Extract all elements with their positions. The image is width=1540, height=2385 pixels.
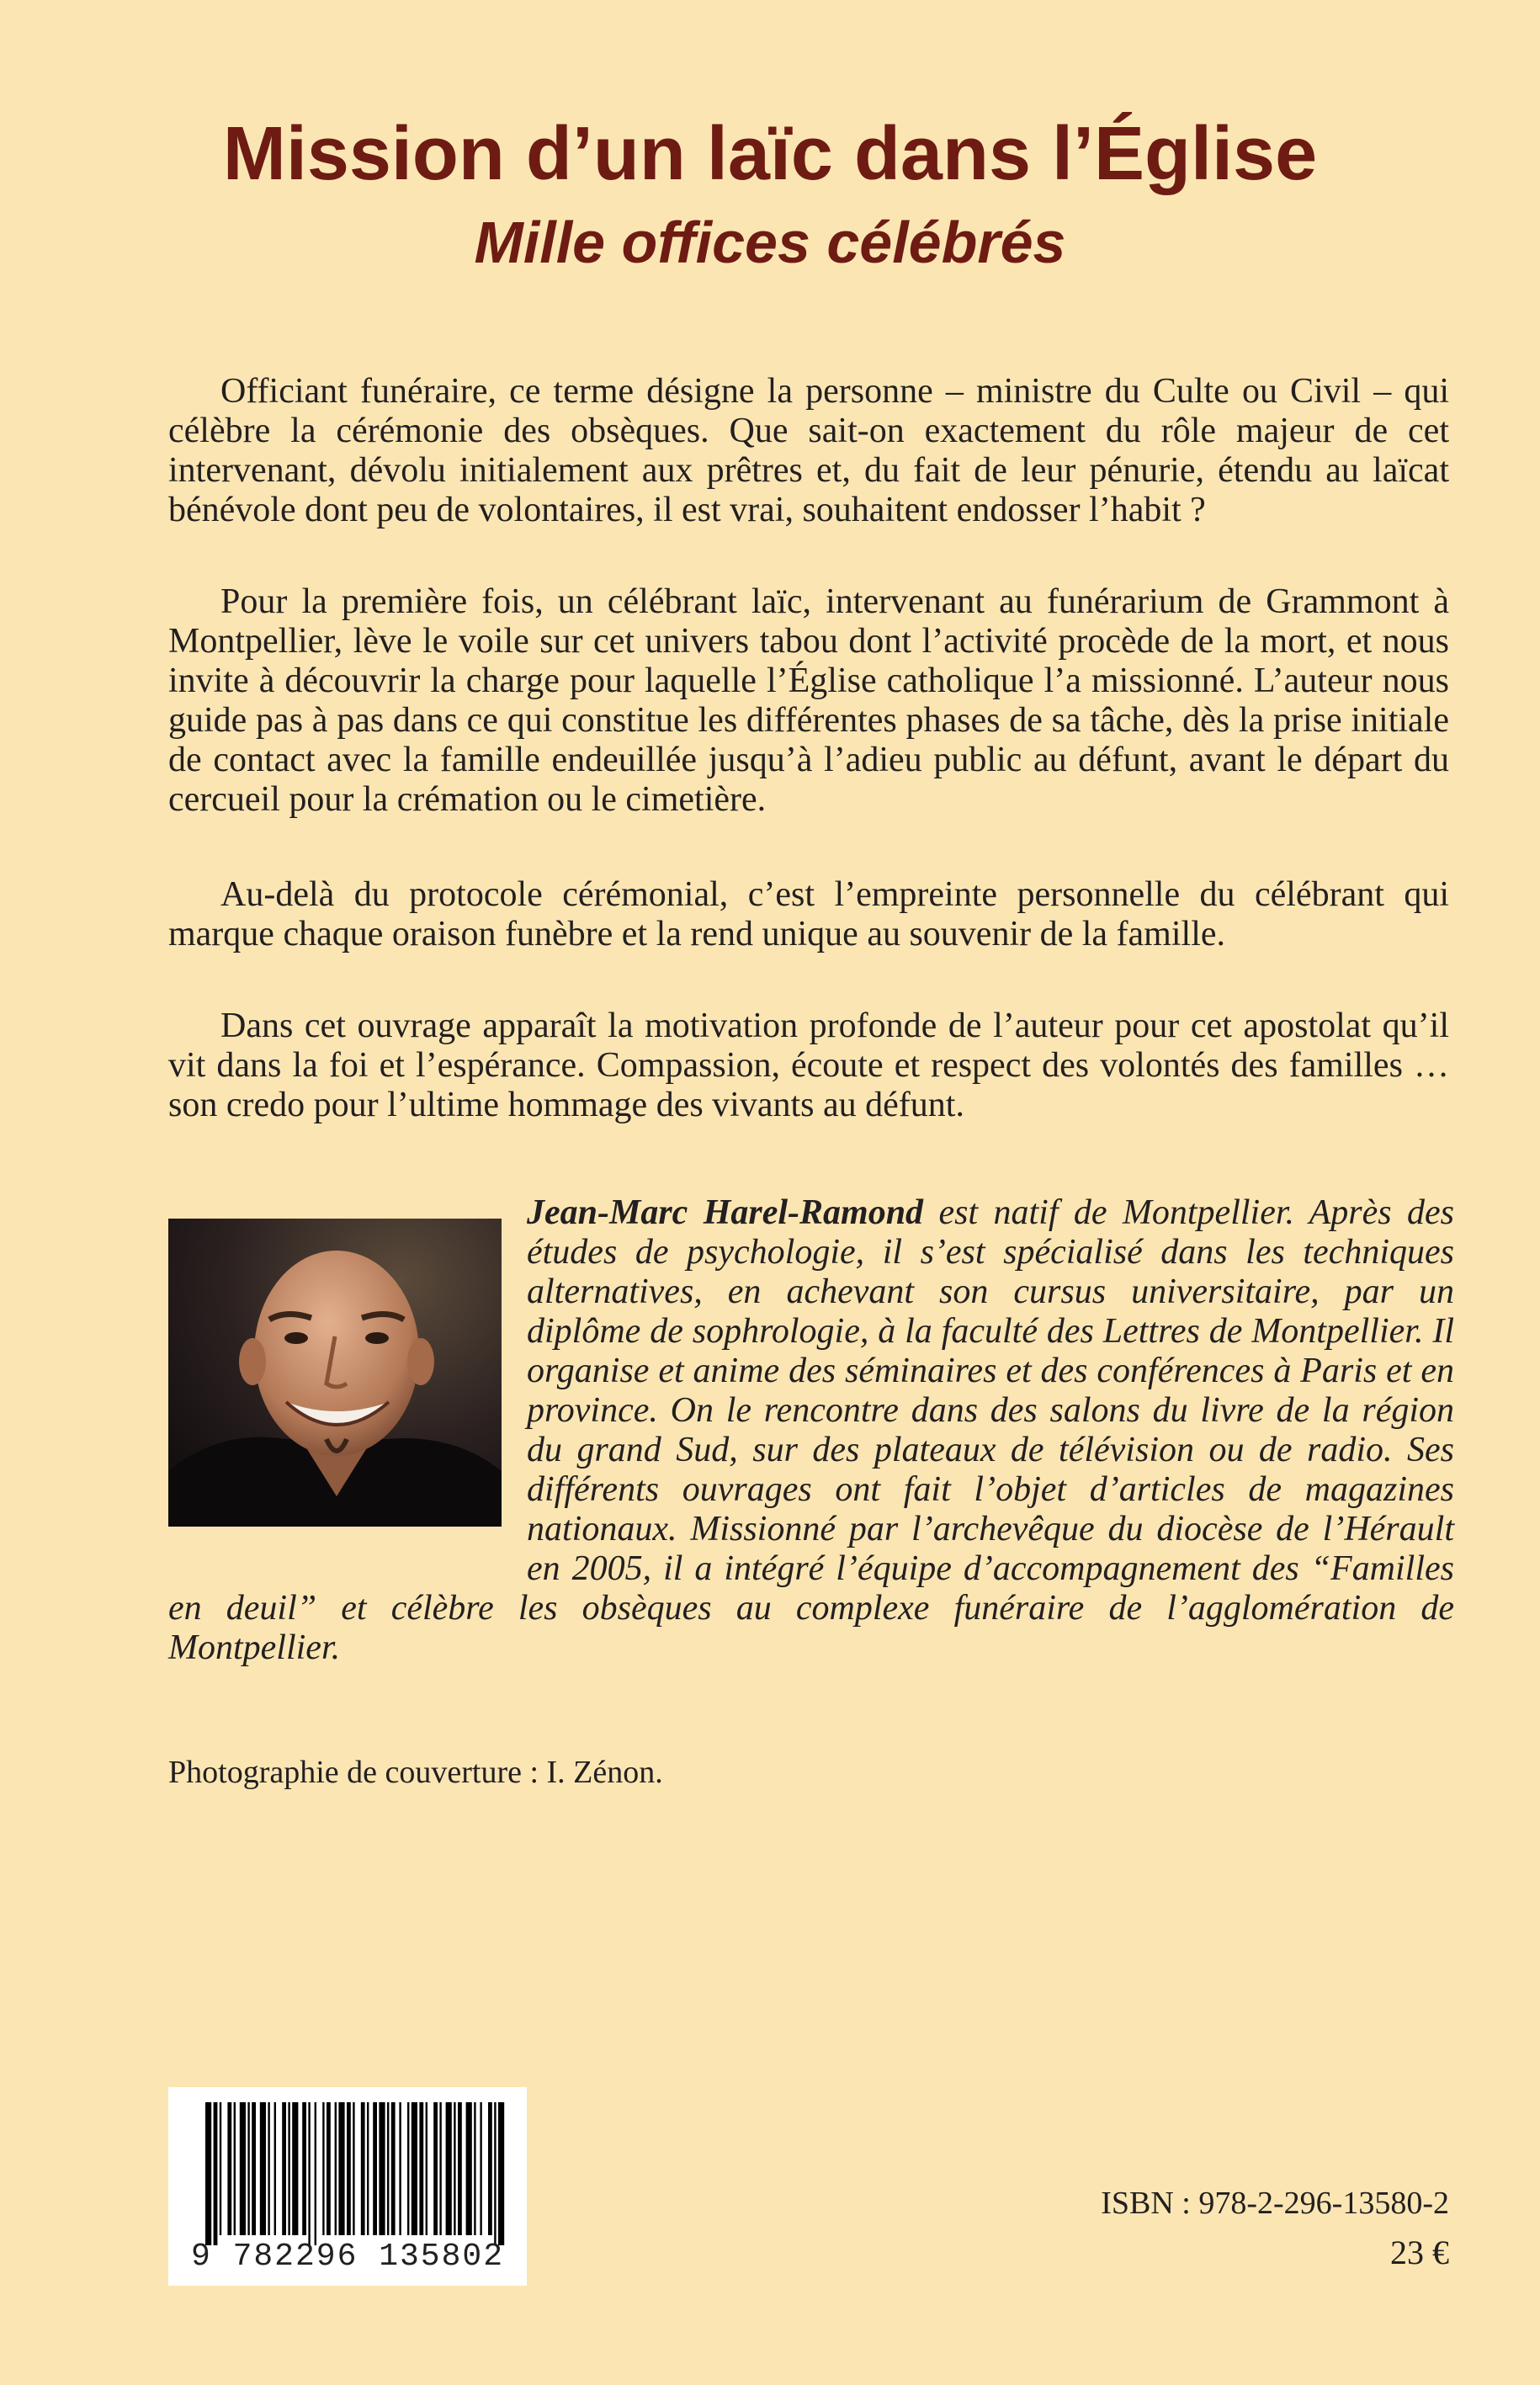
summary-paragraph-2: Pour la première fois, un célébrant laïc, intervenant au funérarium de Grammont à Montpellier, lève le voile sur cet univers tabou dont l’activité procède de la mort, et nous invite à découvrir la charge pour laquelle l’Église catholique l’a missionné. L’auteur nous guide pas à pas dans ce qui constitue les différentes phases de sa tâche, dès la prise initiale de contact avec la famille endeuillée jusqu’à l’adieu public au défunt, avant le départ du cercueil pour la crémation ou le cimetière. [168,582,1449,819]
barcode-bar [407,2102,409,2235]
barcode-bar [268,2102,269,2235]
barcode-bar [494,2102,496,2245]
barcode-bar [240,2102,246,2235]
barcode-bar [260,2102,266,2235]
barcode-bar [247,2102,249,2235]
barcode-bar [220,2102,221,2235]
barcode-bar [387,2102,389,2235]
barcode-bar [338,2102,344,2235]
barcode-bar [302,2102,306,2235]
barcode-bar [353,2102,354,2235]
barcode-bar [205,2102,211,2245]
summary-paragraph-3: Au-delà du protocole cérémonial, c’est l’empreinte personnelle du célébrant qui marque chaque oraison funèbre et la rend unique au souvenir de la famille. [168,875,1449,953]
barcode-bar [419,2102,423,2235]
summary-paragraph-4: Dans cet ouvrage apparaît la motivation profonde de l’auteur pour cet apostolat qu’il vit dans la foi et l’espérance. Compassion, écoute et respect des volontés des familles … son credo pour l’ultime hommage des vivants au défunt. [168,1007,1449,1124]
barcode-bar [327,2102,331,2235]
barcode-bar [498,2102,504,2245]
book-title: Mission d’un laïc dans l’Église [222,112,1318,196]
barcode-bar [252,2102,256,2235]
barcode-bar [308,2102,310,2245]
photo-credit: Photographie de couverture : I. Zénon. [168,1755,663,1790]
barcode-bar [426,2102,427,2235]
barcode-digits: 9 782296 135802 [190,2239,505,2275]
barcode-bar [315,2102,316,2245]
isbn: ISBN : 978-2-296-13580-2 [1101,2186,1449,2221]
barcode-bar [322,2102,324,2235]
barcode-bar [412,2102,417,2235]
barcode-bar [391,2102,396,2235]
barcode-bar [480,2102,481,2235]
barcode-bar [474,2102,475,2235]
barcode-bar [234,2102,236,2235]
barcode-bar [347,2102,351,2235]
author-biography [168,1193,1454,1668]
author-bio-text: est natif de Montpellier. Après des études de psychologie, il s’est spécialisé dans les techniques alternatives, en achevant son cursus universitaire, par un diplôme de sophrologie, à la faculté des Lettres de Montpellier. Il organise et anime des séminaires et des conférences à Paris et en province. On le rencontre dans des salons du livre de la région du grand Sud, sur des plateaux de télévision ou de radio. Ses différents ouvrages ont fait l’objet d’articles de magazines nationaux. Missionné par l’archevêque du diocèse de l’Hérault en 2005, il a intégré l’équipe d’accompagnement des “Familles en deuil” et célèbre les obsèques au complexe funéraire de l’agglomération de Montpellier. [168,1193,1455,1667]
barcode [168,2087,527,2286]
barcode-bar [439,2102,441,2235]
barcode-bar [367,2102,369,2235]
author-name: Jean-Marc Harel-Ramond [527,1193,924,1232]
barcode-bar [373,2102,377,2235]
barcode-bar [446,2102,452,2235]
book-subtitle: Mille offices célébrés [474,210,1066,275]
barcode-bar [379,2102,385,2235]
barcode-bar [214,2102,218,2245]
barcode-bar [227,2102,231,2235]
barcode-bar [466,2102,472,2235]
barcode-bar [292,2102,298,2235]
price: 23 € [1390,2234,1449,2271]
barcode-bar [282,2102,286,2235]
barcode-bar [335,2102,337,2235]
summary-paragraph-1: Officiant funéraire, ce terme désigne la personne – ministre du Culte ou Civil – qui célèbre la cérémonie des obsèques. Que sait-on exactement du rôle majeur de cet intervenant, dévolu initialement aux prêtres et, du fait de leur pénurie, étendu au laïcat bénévole dont peu de volontaires, il est vrai, souhaitent endosser l’habit ? [168,372,1449,529]
barcode-bar [488,2102,492,2235]
barcode-bar [274,2102,276,2235]
barcode-bar [361,2102,365,2235]
barcode-bar [454,2102,455,2235]
barcode-bar [458,2102,462,2235]
barcode-bar [433,2102,438,2235]
barcode-bar [288,2102,289,2235]
barcode-bar [399,2102,401,2235]
